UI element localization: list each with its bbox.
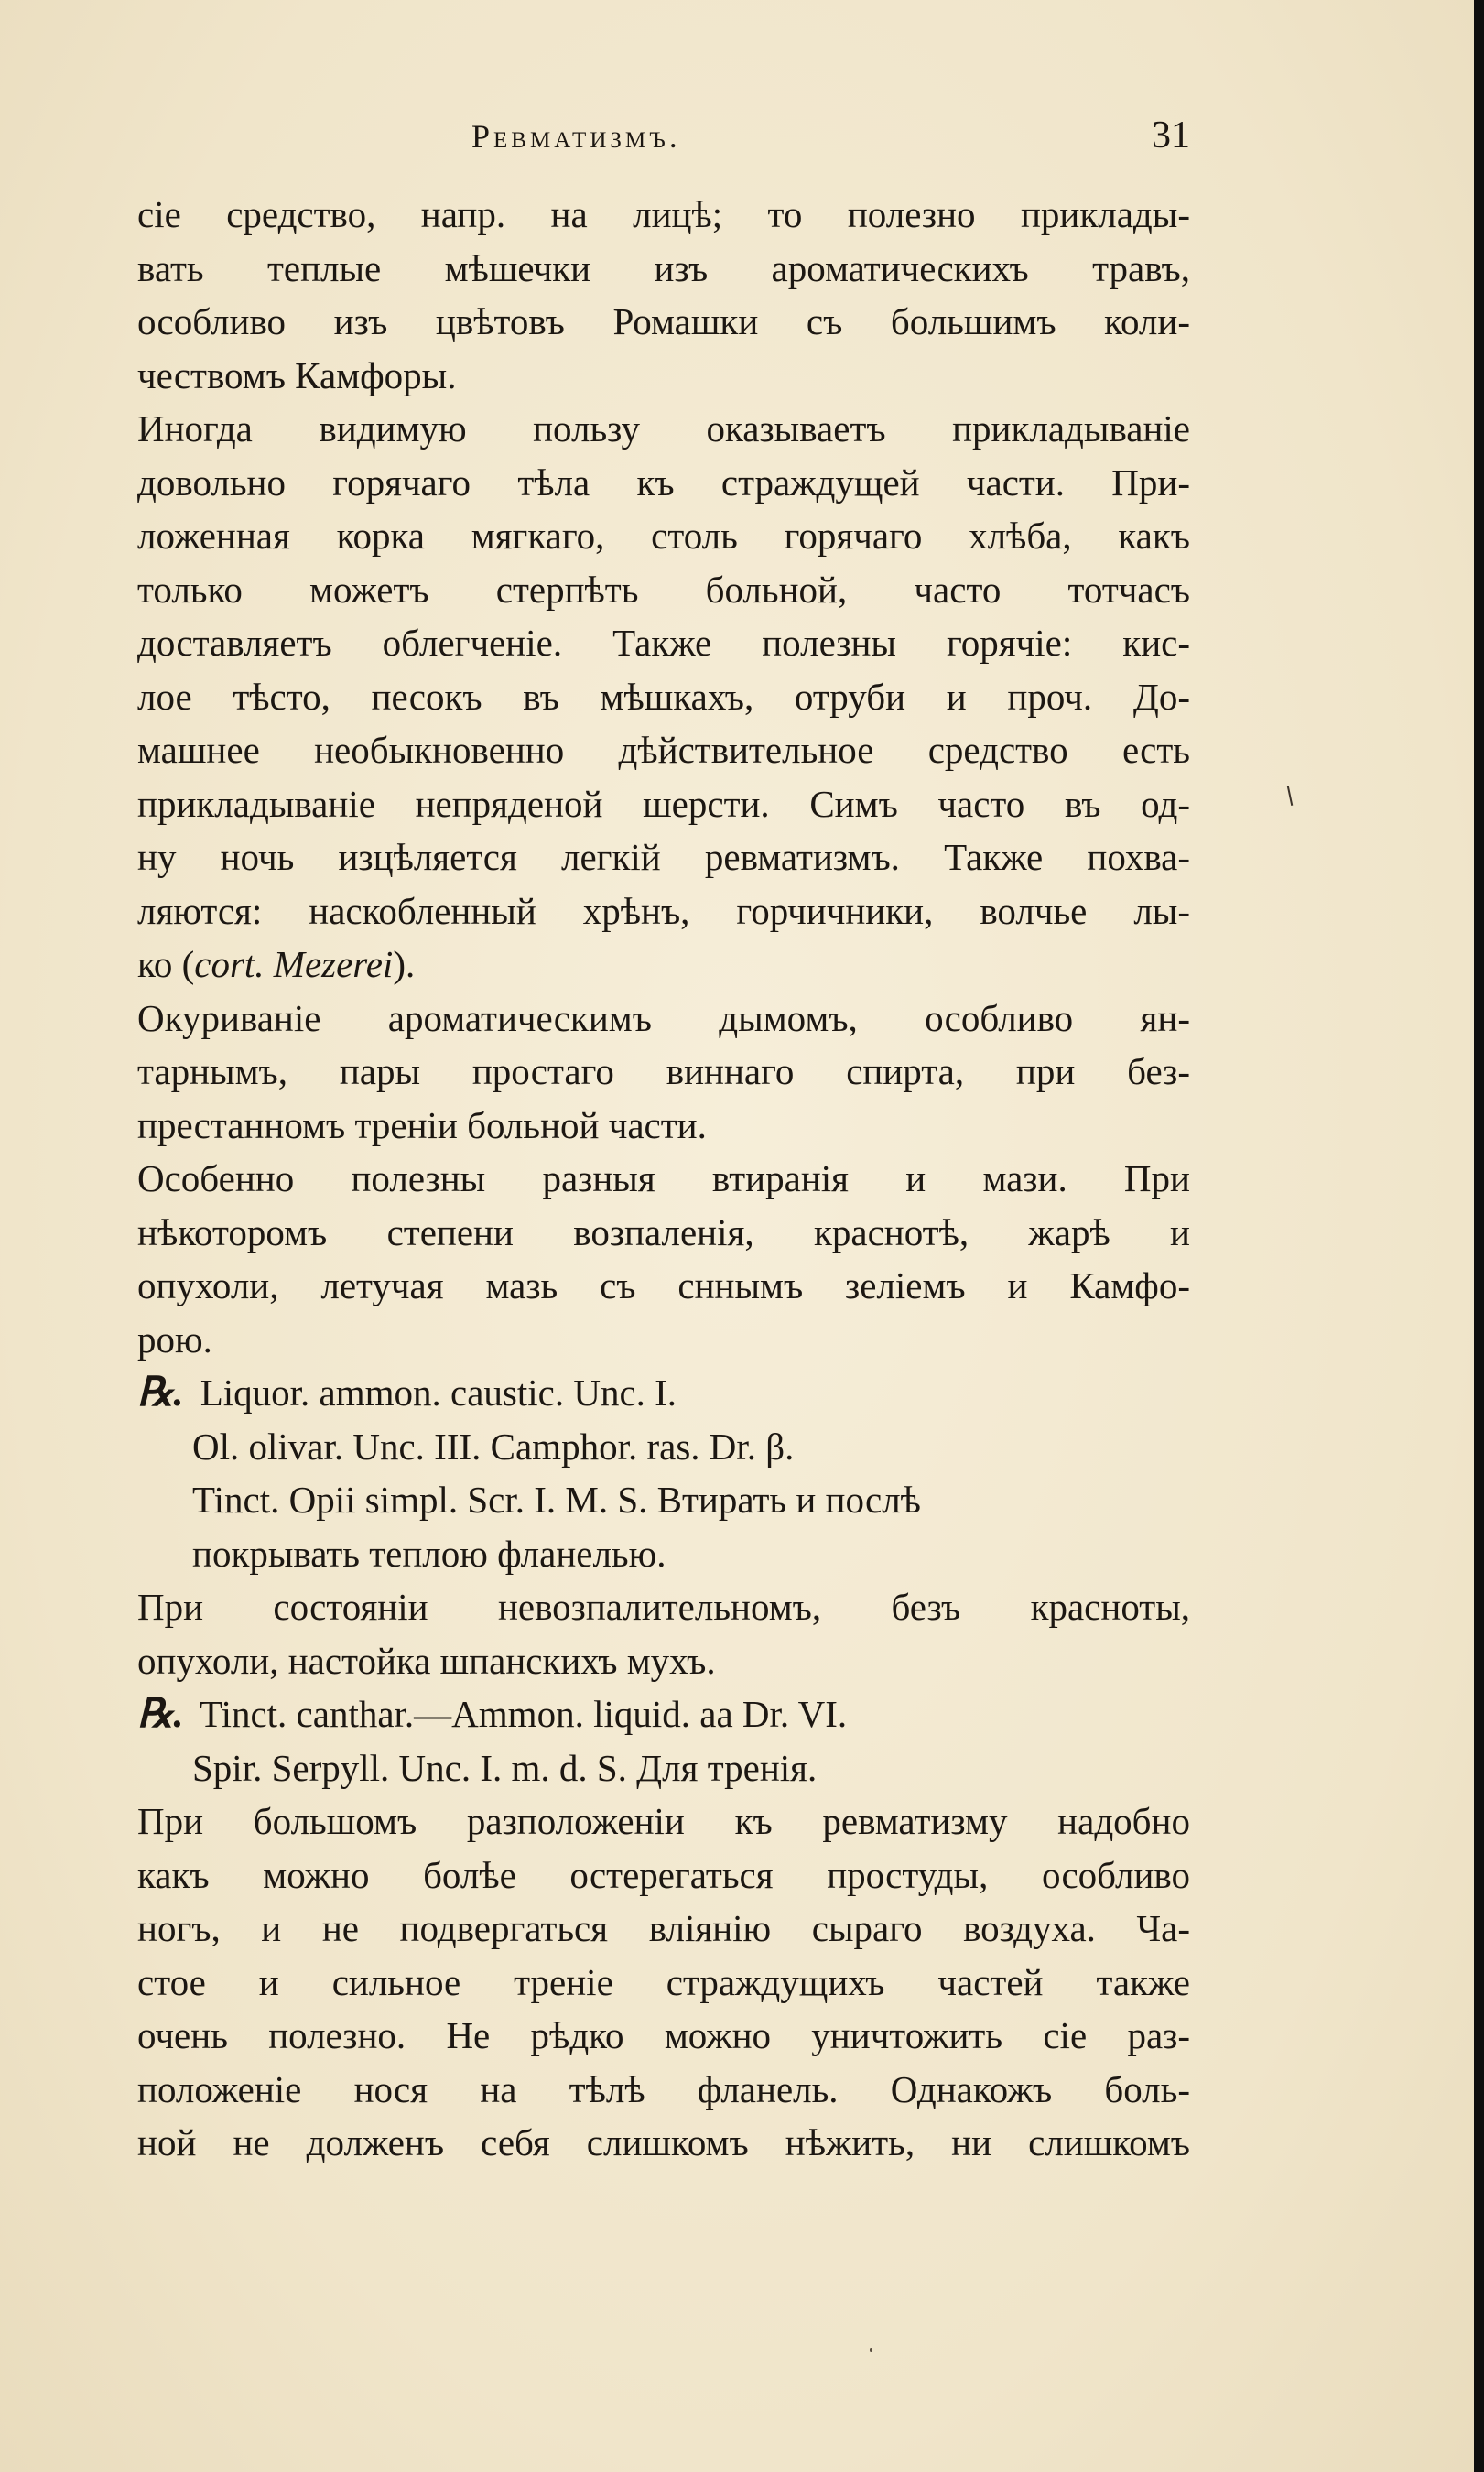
page-header bbox=[137, 114, 1190, 172]
recipe-block bbox=[137, 1687, 1190, 1794]
recipe-line: Spir. Serpyll. Unc. I. m. d. S. Для тренія. bbox=[192, 1746, 818, 1789]
text-line: только можетъ стерпѣть больной, часто тотчасъ bbox=[137, 568, 1190, 611]
text-line: машнее необыкновенно дѣйствительное средство есть bbox=[137, 729, 1190, 771]
text-line: особливо изъ цвѣтовъ Ромашки съ большимъ коли- bbox=[137, 300, 1190, 342]
text-line: лое тѣсто, песокъ въ мѣшкахъ, отруби и проч. До- bbox=[137, 675, 1190, 718]
text-line: очень полезно. Не рѣдко можно уничтожить сіе раз- bbox=[137, 2014, 1190, 2056]
text-line: престанномъ треніи больной части. bbox=[137, 1103, 707, 1146]
text-line: какъ можно болѣе остерегаться простуды, особливо bbox=[137, 1853, 1190, 1896]
running-title: Ревматизмъ. bbox=[471, 118, 681, 155]
text-line: Особенно полезны разныя втиранія и мази. При bbox=[137, 1157, 1190, 1199]
text-line: сіе средство, напр. на лицѣ; то полезно приклады- bbox=[137, 193, 1190, 235]
text-line: ной не долженъ себя слишкомъ нѣжить, ни слишкомъ bbox=[137, 2121, 1190, 2163]
text-line: прикладываніе непряденой шерсти. Симъ часто въ од- bbox=[137, 782, 1190, 825]
latin-term: cort. Mezerei bbox=[194, 943, 394, 985]
text-line: тарнымъ, пары простаго виннаго спирта, при без- bbox=[137, 1050, 1190, 1092]
body-text bbox=[137, 188, 1190, 2170]
text-line-with-latin: ко (cort. Mezerei). bbox=[137, 943, 416, 985]
ink-mark bbox=[1287, 786, 1294, 806]
text-line: Окуриваніе ароматическимъ дымомъ, особливо ян- bbox=[137, 996, 1190, 1039]
text-line: нѣкоторомъ степени возпаленія, краснотѣ, жарѣ и bbox=[137, 1210, 1190, 1253]
text-line: вать теплые мѣшечки изъ ароматическихъ травъ, bbox=[137, 246, 1190, 289]
page-number: 31 bbox=[1152, 114, 1190, 157]
text-line: ногъ, и не подвергаться вліянію сыраго воздуха. Ча- bbox=[137, 1907, 1190, 1949]
text-line: При большомъ разположеніи къ ревматизму надобно bbox=[137, 1800, 1190, 1842]
recipe-block bbox=[137, 1366, 1190, 1580]
text-line: опухоли, летучая мазь съ сннымъ зеліемъ и Камфо- bbox=[137, 1264, 1190, 1306]
text-line: довольно горячаго тѣла къ страждущей части. При- bbox=[137, 461, 1190, 504]
text-line: чествомъ Камфоры. bbox=[137, 353, 457, 396]
recipe-symbol: ℞. bbox=[137, 1691, 184, 1736]
text-line: положеніе нося на тѣлѣ фланель. Однакожъ боль- bbox=[137, 2067, 1190, 2110]
text-line: ложенная корка мягкаго, столь горячаго хлѣба, какъ bbox=[137, 515, 1190, 557]
text-line: Иногда видимую пользу оказываетъ прикладываніе bbox=[137, 407, 1190, 450]
recipe-text: Tinct. canthar.—Ammon. liquid. aa Dr. VI. bbox=[199, 1693, 848, 1735]
recipe-text: Liquor. ammon. caustic. Unc. I. bbox=[200, 1372, 677, 1414]
text-line: доставляетъ облегченіе. Также полезны горячіе: кис- bbox=[137, 622, 1190, 664]
text-line: ну ночь изцѣляется легкій ревматизмъ. Также похва- bbox=[137, 836, 1190, 878]
scan-edge bbox=[1474, 0, 1484, 2472]
text-line: стое и сильное треніе страждущихъ частей также bbox=[137, 1960, 1190, 2003]
recipe-line: Ol. olivar. Unc. III. Camphor. ras. Dr. β. bbox=[192, 1425, 795, 1468]
recipe-line bbox=[137, 1366, 1190, 1420]
text-line: рою. bbox=[137, 1317, 212, 1361]
text-line: опухоли, настойка шпанскихъ мухъ. bbox=[137, 1639, 716, 1682]
text-line: ляются: наскобленный хрѣнъ, горчичники, волчье лы- bbox=[137, 889, 1190, 932]
recipe-symbol: ℞. bbox=[137, 1370, 184, 1415]
ink-speck bbox=[870, 2348, 872, 2352]
text-line: При состояніи невозпалительномъ, безъ красноты, bbox=[137, 1586, 1190, 1628]
recipe-line bbox=[137, 1687, 1190, 1741]
recipe-line: Tinct. Opii simpl. Scr. I. M. S. Втирать и послѣ bbox=[192, 1479, 921, 1521]
recipe-line: покрывать теплою фланелью. bbox=[192, 1532, 666, 1575]
